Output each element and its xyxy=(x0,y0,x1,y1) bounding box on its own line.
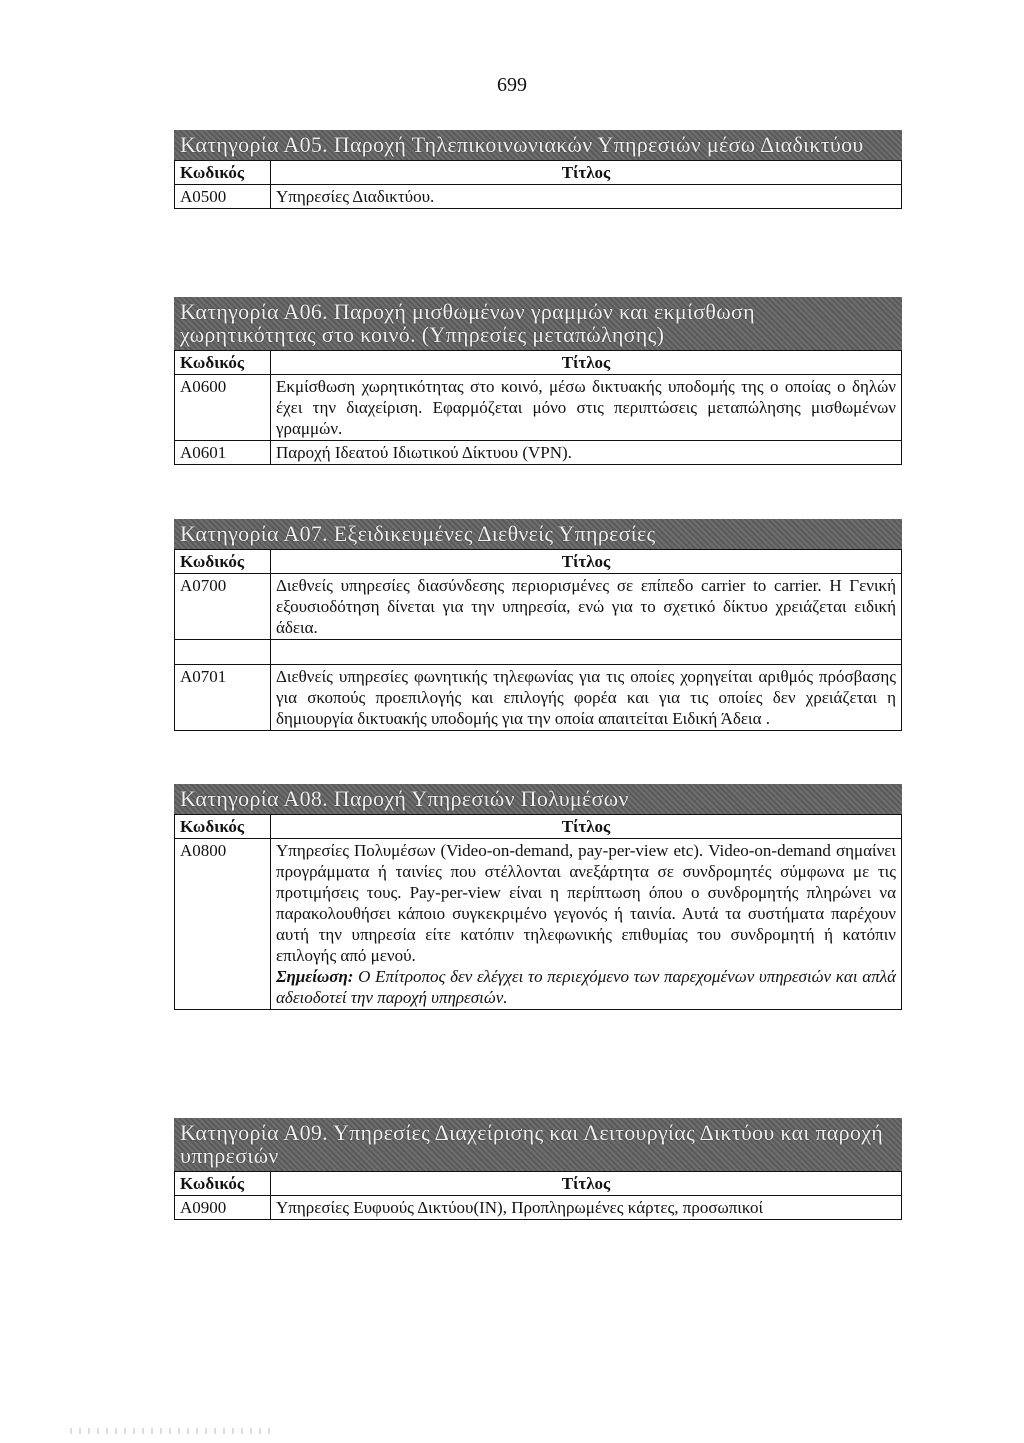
row-title: Παροχή Ιδεατού Ιδιωτικού Δίκτυου (VPN). xyxy=(271,441,902,465)
table-row xyxy=(175,574,902,640)
title-column-header: Τίτλος xyxy=(271,1172,902,1196)
category-a07-table xyxy=(174,549,902,731)
code-column-header: Κωδικός xyxy=(175,161,271,185)
category-a06-section xyxy=(174,297,902,465)
row-title: Υπηρεσίες Ευφυούς Δικτύου(ΙΝ), Προπληρωμένες κάρτες, προσωπικοί xyxy=(271,1196,902,1220)
table-row xyxy=(175,839,902,1010)
code-column-header: Κωδικός xyxy=(175,550,271,574)
category-a05-header: Κατηγορία Α05. Παροχή Τηλεπικοινωνιακών Υπηρεσιών μέσω Διαδικτύου xyxy=(174,130,902,160)
title-column-header: Τίτλος xyxy=(271,815,902,839)
row-code: Α0900 xyxy=(175,1196,271,1220)
title-column-header: Τίτλος xyxy=(271,351,902,375)
row-title: Υπηρεσίες Πολυμέσων (Video-on-demand, pay-per-view etc). Video-on-demand σημαίνει προγράμματα ή ταινίες που στέλλονται ανεξάρτητα σε συνδρομητές σύμφωνα με τις προτιμήσεις τους. Pay-per-view είναι η περίπτωση όπου ο συνδρομητής πληρώνει να παρακολουθήσει κάποιο συγκεκριμένο γεγονός ή ταινία. Αυτά τα συστήματα παρέχουν αυτή την υπηρεσία είτε κατόπιν τηλεφωνικής επιθυμίας του συνδρομητή ή κατόπιν επιλογής από μενού. xyxy=(276,841,896,965)
category-a06-table xyxy=(174,350,902,465)
row-code: Α0601 xyxy=(175,441,271,465)
table-row xyxy=(175,1196,902,1220)
row-title: Εκμίσθωση χωρητικότητας στο κοινό, μέσω δικτυακής υποδομής της ο οποίας ο δηλών έχει την διαχείριση. Εφαρμόζεται μόνο στις περιπτώσεις μεταπώλησης μισθωμένων γραμμών. xyxy=(271,375,902,441)
row-code: Α0500 xyxy=(175,185,271,209)
code-column-header: Κωδικός xyxy=(175,351,271,375)
scan-noise xyxy=(70,1428,270,1434)
blank-cell xyxy=(271,640,902,665)
row-title: Υπηρεσίες Διαδικτύου. xyxy=(271,185,902,209)
table-row-blank xyxy=(175,640,902,665)
category-a07-header: Κατηγορία Α07. Εξειδικευμένες Διεθνείς Υπηρεσίες xyxy=(174,519,902,549)
row-title-cell xyxy=(271,839,902,1010)
category-a09-section xyxy=(174,1118,902,1220)
row-code: Α0800 xyxy=(175,839,271,1010)
code-column-header: Κωδικός xyxy=(175,815,271,839)
title-column-header: Τίτλος xyxy=(271,550,902,574)
category-a09-table xyxy=(174,1171,902,1220)
row-code: Α0700 xyxy=(175,574,271,640)
category-a05-table xyxy=(174,160,902,209)
category-a06-header: Κατηγορία Α06. Παροχή μισθωμένων γραμμών και εκμίσθωση χωρητικότητας στο κοινό. (Υπηρεσίες μεταπώλησης) xyxy=(174,297,902,350)
category-a09-header: Κατηγορία Α09. Υπηρεσίες Διαχείρισης και Λειτουργίας Δικτύου και παροχή υπηρεσιών xyxy=(174,1118,902,1171)
category-a07-section xyxy=(174,519,902,731)
table-row xyxy=(175,375,902,441)
table-row xyxy=(175,441,902,465)
category-a08-header: Κατηγορία Α08. Παροχή Υπηρεσιών Πολυμέσων xyxy=(174,784,902,814)
row-code: Α0701 xyxy=(175,665,271,731)
table-row xyxy=(175,185,902,209)
category-a08-table xyxy=(174,814,902,1010)
row-title: Διεθνείς υπηρεσίες φωνητικής τηλεφωνίας για τις οποίες χορηγείται αριθμός πρόσβασης για σκοπούς προεπιλογής και επιλογής φορέα και για τις οποίες δεν χρειάζεται η δημιουργία δικτυακής υποδομής για την οποία απαιτείται Ειδική Άδεια . xyxy=(271,665,902,731)
note-text: Ο Επίτροπος δεν ελέγχει το περιεχόμενο των παρεχομένων υπηρεσιών και απλά αδειοδοτεί την παροχή υπηρεσιών. xyxy=(276,967,896,1007)
note-label: Σημείωση: xyxy=(276,967,354,986)
category-a05-section xyxy=(174,130,902,209)
page-number: 699 xyxy=(497,74,527,96)
code-column-header: Κωδικός xyxy=(175,1172,271,1196)
row-title: Διεθνείς υπηρεσίες διασύνδεσης περιορισμένες σε επίπεδο carrier to carrier. Η Γενική εξουσιοδότηση δίνεται για την υπηρεσία, ενώ για το σχετικό δίκτυο χρειάζεται ειδική άδεια. xyxy=(271,574,902,640)
blank-cell xyxy=(175,640,271,665)
table-row xyxy=(175,665,902,731)
category-a08-section xyxy=(174,784,902,1010)
title-column-header: Τίτλος xyxy=(271,161,902,185)
row-code: Α0600 xyxy=(175,375,271,441)
